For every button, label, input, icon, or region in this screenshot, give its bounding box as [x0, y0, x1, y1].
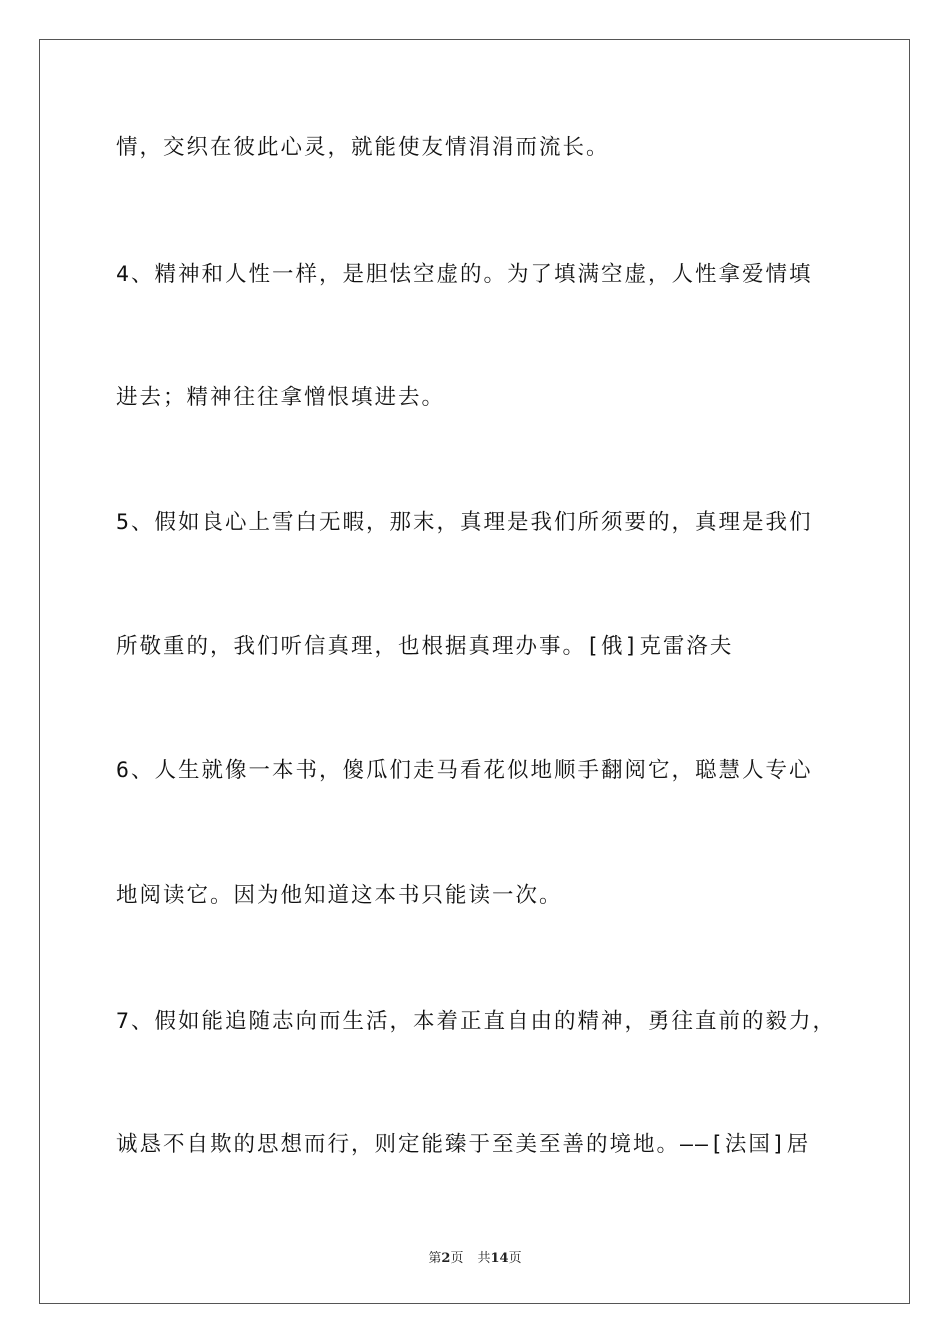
text-line-1: 情，交织在彼此心灵，就能使友情涓涓而流长。 — [116, 135, 610, 160]
footer-current-page: 2 — [441, 1251, 451, 1266]
footer-total-prefix: 共 — [477, 1251, 491, 1266]
footer-total-pages: 14 — [490, 1251, 509, 1266]
text-line-9: 诚恳不自欺的思想而行，则定能臻于至美至善的境地。——[法国]居 — [116, 1132, 811, 1157]
text-line-5: 所敬重的，我们听信真理，也根据真理办事。[俄]克雷洛夫 — [116, 634, 734, 659]
page-footer — [0, 1247, 950, 1266]
text-line-3: 进去；精神往往拿憎恨填进去。 — [116, 385, 446, 410]
text-line-8: 7、假如能追随志向而生活，本着正直自由的精神，勇往直前的毅力， — [116, 1009, 836, 1034]
footer-page-suffix: 页 — [450, 1251, 464, 1266]
page-border — [39, 39, 910, 1304]
text-line-4: 5、假如良心上雪白无暇，那末，真理是我们所须要的，真理是我们 — [116, 510, 813, 535]
footer-page-prefix: 第 — [428, 1251, 442, 1266]
text-line-2: 4、精神和人性一样，是胆怯空虚的。为了填满空虚，人性拿爱情填 — [116, 262, 813, 287]
text-line-7: 地阅读它。因为他知道这本书只能读一次。 — [116, 883, 563, 908]
footer-total-suffix: 页 — [508, 1251, 522, 1266]
text-line-6: 6、人生就像一本书，傻瓜们走马看花似地顺手翻阅它，聪慧人专心 — [116, 758, 813, 783]
